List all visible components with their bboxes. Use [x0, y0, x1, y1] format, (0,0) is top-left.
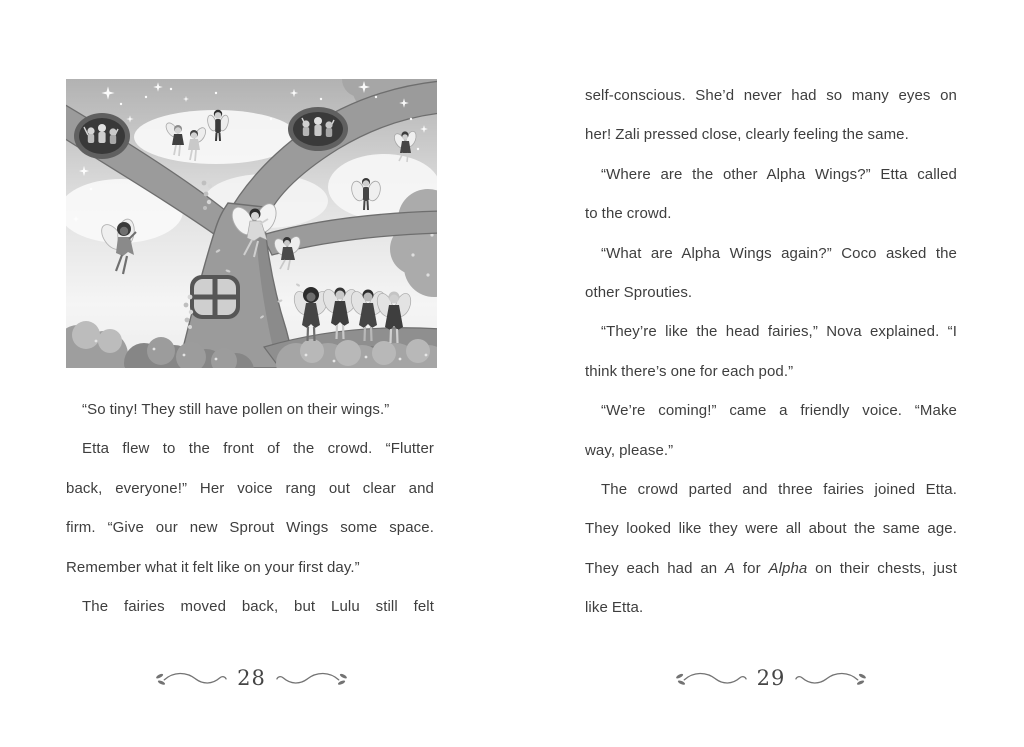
story-line: to the crowd.: [585, 205, 672, 223]
alpha-line-pre: They each had an: [585, 559, 725, 577]
story-line: “Where are the other Alpha Wings?” Etta called: [601, 165, 957, 183]
story-illustration: [66, 79, 437, 368]
tree-hollow-right: [288, 107, 348, 151]
right-page-text: [585, 76, 957, 627]
story-line: other Sprouties.: [585, 283, 693, 301]
tree-window: [190, 275, 240, 319]
story-line: “They’re like the head fairies,” Nova explained. “I: [601, 323, 957, 341]
story-line: “What are Alpha Wings again?” Coco asked the: [601, 244, 957, 262]
flourish-ornament-icon: [276, 667, 348, 689]
story-line: Remember what it felt like on your first day.”: [66, 558, 360, 576]
story-line: firm. “Give our new Sprout Wings some space.: [66, 519, 434, 537]
story-line: Etta flew to the front of the crowd. “Flutter: [82, 440, 434, 458]
story-line: “So tiny! They still have pollen on their wings.”: [82, 401, 390, 418]
tree-hollow-left: [74, 113, 130, 159]
story-line: her! Zali pressed close, clearly feeling the same.: [585, 126, 909, 144]
story-line: back, everyone!” Her voice rang out clear and: [66, 479, 434, 497]
page-number: 28: [237, 666, 266, 690]
alpha-word-italic: Alpha: [768, 559, 808, 577]
story-line: think there’s one for each pod.”: [585, 362, 794, 380]
story-line: The fairies moved back, but Lulu still felt: [82, 597, 434, 615]
left-page-text: [66, 390, 434, 626]
left-page-footer: [66, 663, 437, 693]
story-line-alpha: [585, 549, 957, 588]
story-line: self-conscious. She’d never had so many eyes on: [585, 87, 957, 104]
story-line: “We’re coming!” came a friendly voice. “Make: [601, 402, 957, 420]
alpha-line-mid: for: [735, 559, 769, 577]
right-page-footer: [585, 663, 957, 693]
alpha-letter-italic: A: [725, 559, 736, 577]
flourish-ornament-icon: [155, 667, 227, 689]
story-line: like Etta.: [585, 599, 644, 617]
flourish-ornament-icon: [675, 667, 747, 689]
page-number: 29: [756, 666, 786, 690]
flourish-ornament-icon: [795, 667, 867, 689]
story-line: way, please.”: [585, 441, 674, 459]
story-line: The crowd parted and three fairies joined Etta.: [601, 480, 957, 498]
alpha-line-post: on their chests, just: [807, 559, 957, 577]
story-line: They looked like they were all about the same age.: [585, 520, 957, 538]
